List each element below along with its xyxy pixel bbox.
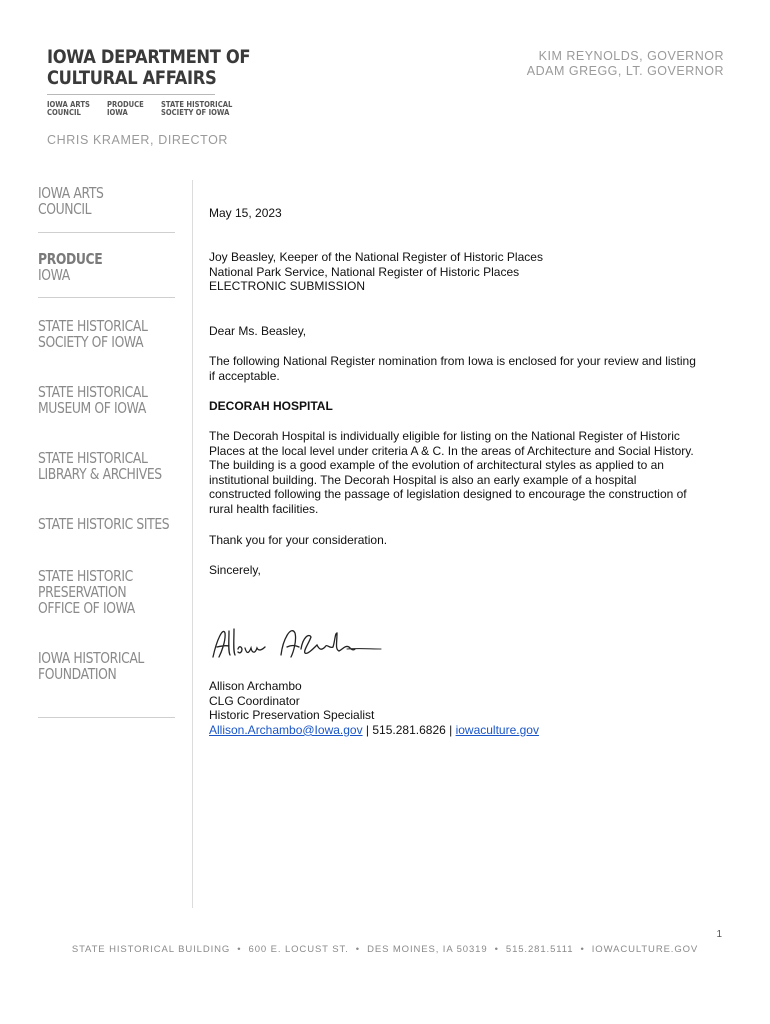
salutation: Dear Ms. Beasley, bbox=[209, 324, 307, 338]
signer-role: Historic Preservation Specialist bbox=[209, 708, 375, 723]
property-name: DECORAH HOSPITAL bbox=[209, 399, 333, 413]
signer-block bbox=[209, 679, 729, 737]
lt-governor-name: ADAM GREGG, LT. GOVERNOR bbox=[526, 64, 724, 78]
department-logo bbox=[47, 47, 250, 89]
footer-address: STATE HISTORICAL BUILDING • 600 E. LOCUST ST. • DES MOINES, IA 50319 • 515.281.5111 • IOWACULTURE.GOV bbox=[71, 944, 699, 955]
sub-logo-historical-society: STATE HISTORICAL SOCIETY OF IOWA bbox=[160, 100, 233, 117]
logo-line1: IOWA DEPARTMENT OF bbox=[47, 46, 251, 68]
signer-contact bbox=[209, 723, 729, 738]
director-name: CHRIS KRAMER, DIRECTOR bbox=[47, 133, 229, 147]
sidebar-item-library-archives: STATE HISTORICAL LIBRARY & ARCHIVES bbox=[38, 449, 162, 483]
sidebar-item-historical-foundation: IOWA HISTORICAL FOUNDATION bbox=[38, 649, 144, 683]
signer-email-link[interactable]: Allison.Archambo@Iowa.gov bbox=[209, 722, 363, 737]
sidebar-divider bbox=[38, 297, 175, 298]
governor-name: KIM REYNOLDS, GOVERNOR bbox=[538, 49, 724, 63]
closing-line: Sincerely, bbox=[209, 563, 261, 577]
letter-date: May 15, 2023 bbox=[209, 206, 282, 220]
governor-block bbox=[527, 49, 724, 79]
sidebar-divider bbox=[38, 717, 175, 718]
contact-phone: | 515.281.6826 | bbox=[362, 722, 456, 737]
sub-logo-produce-iowa: PRODUCE IOWA bbox=[107, 100, 145, 117]
logo-divider bbox=[47, 94, 215, 95]
sidebar-item-produce-iowa: PRODUCE IOWA bbox=[38, 250, 103, 284]
website-link[interactable]: iowaculture.gov bbox=[455, 722, 539, 737]
sidebar-item-historical-museum: STATE HISTORICAL MUSEUM OF IOWA bbox=[38, 383, 148, 417]
sub-logo-arts-council: IOWA ARTS COUNCIL bbox=[47, 100, 90, 117]
description-paragraph: The Decorah Hospital is individually eligible for listing on the National Register of Historic Places at the local level under criteria A & C. In the areas of Architecture and Social History. The building is a good example of the evolution of architectural styles as applied to an institutional building. The Decorah Hospital is also an early example of a hospital constructed following the passage of legislation designed to encourage the construction of rural health facilities. bbox=[209, 429, 694, 516]
sidebar-item-historical-society: STATE HISTORICAL SOCIETY OF IOWA bbox=[38, 317, 148, 351]
sub-logos bbox=[47, 101, 245, 117]
sidebar-vertical-rule bbox=[192, 180, 193, 908]
intro-paragraph: The following National Register nomination from Iowa is enclosed for your review and listing if acceptable. bbox=[209, 354, 696, 383]
page-number: 1 bbox=[716, 929, 722, 940]
logo-line2: CULTURAL AFFAIRS bbox=[47, 67, 217, 89]
sidebar-item-preservation-office: STATE HISTORIC PRESERVATION OFFICE OF IOWA bbox=[38, 567, 135, 617]
sidebar-divider bbox=[38, 232, 175, 233]
sidebar-item-arts-council: IOWA ARTS COUNCIL bbox=[38, 184, 104, 218]
sidebar-item-historic-sites: STATE HISTORIC SITES bbox=[38, 515, 170, 533]
thanks-line: Thank you for your consideration. bbox=[209, 533, 388, 547]
signer-name: Allison Archambo bbox=[209, 679, 302, 693]
signer-title: CLG Coordinator bbox=[209, 693, 300, 708]
handwritten-signature bbox=[209, 619, 384, 669]
recipient-block: Joy Beasley, Keeper of the National Register of Historic Places National Park Service, National Register of Historic Places ELECTRONIC SUBMISSION bbox=[209, 250, 543, 294]
